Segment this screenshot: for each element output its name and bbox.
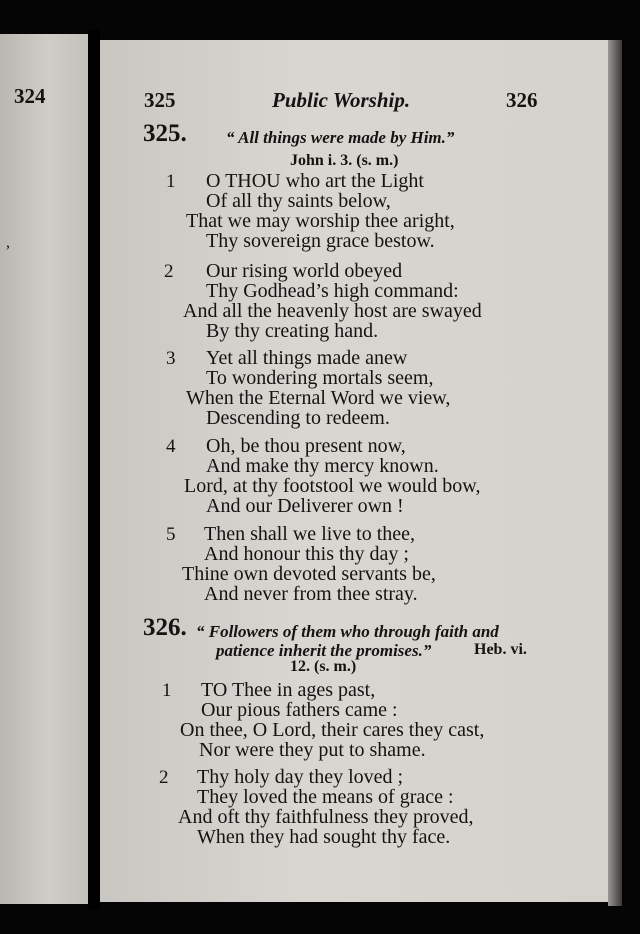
hymn-subtitle: patience inherit the promises.”: [216, 641, 432, 660]
verse-line: And oft thy faithfulness they proved,: [178, 806, 474, 828]
verse-line: Our rising world obeyed: [206, 260, 403, 282]
verse-line: That we may worship thee aright,: [186, 210, 455, 232]
verse-line: And our Deliverer own !: [206, 495, 404, 517]
stanza-number: 2: [164, 261, 174, 282]
hymn-reference: John i. 3. (s. m.): [290, 152, 399, 169]
verse-line: Thy holy day they loved ;: [197, 766, 404, 788]
stanza-number: 4: [166, 436, 176, 457]
verse-line: TO Thee in ages past,: [201, 679, 376, 701]
left-page-mark: ,: [6, 234, 10, 251]
verse-line: And make thy mercy known.: [206, 455, 439, 477]
verse-line: Thy sovereign grace bestow.: [206, 230, 435, 252]
hymn-reference: 12. (s. m.): [290, 658, 357, 675]
hymn-number: 325.: [143, 120, 187, 147]
stanza-number: 2: [159, 767, 169, 788]
verse-line: Yet all things made anew: [206, 347, 408, 369]
verse-line: To wondering mortals seem,: [206, 367, 434, 389]
book-gutter: [88, 30, 100, 910]
verse-line: O THOU who art the Light: [206, 170, 424, 192]
stanza-number: 3: [166, 348, 176, 369]
verse-line: They loved the means of grace :: [197, 786, 454, 808]
verse-line: Thy Godhead’s high command:: [206, 280, 459, 302]
hymn-subtitle: “ Followers of them who through faith and: [196, 622, 499, 641]
verse-line: And all the heavenly host are swayed: [183, 300, 482, 322]
running-head-left-number: 325: [144, 88, 176, 112]
verse-line: By thy creating hand.: [206, 320, 379, 342]
verse-line: Lord, at thy footstool we would bow,: [184, 475, 481, 497]
running-head-title: Public Worship.: [272, 88, 411, 112]
verse-line: Of all thy saints below,: [206, 190, 391, 212]
stanza-number: 5: [166, 524, 176, 545]
verse-line: And never from thee stray.: [204, 583, 418, 605]
stanza-number: 1: [166, 171, 176, 192]
page-edge-right: [608, 40, 622, 906]
left-page-edge: [0, 34, 88, 904]
stanza-number: 1: [162, 680, 172, 701]
verse-line: Descending to redeem.: [206, 407, 390, 429]
running-head-right-number: 326: [506, 88, 538, 112]
hymn-number: 326.: [143, 614, 187, 641]
verse-line: Our pious fathers came :: [201, 699, 398, 721]
hymn-reference: Heb. vi.: [474, 641, 527, 658]
verse-line: Nor were they put to shame.: [199, 739, 426, 761]
verse-line: When they had sought thy face.: [197, 826, 451, 848]
verse-line: Thine own devoted servants be,: [182, 563, 436, 585]
verse-line: On thee, O Lord, their cares they cast,: [180, 719, 485, 741]
hymn-subtitle: “ All things were made by Him.”: [226, 128, 455, 147]
verse-line: And honour this thy day ;: [204, 543, 409, 565]
left-page-number: 324: [14, 84, 46, 108]
verse-line: Oh, be thou present now,: [206, 435, 406, 457]
verse-line: When the Eternal Word we view,: [186, 387, 451, 409]
verse-line: Then shall we live to thee,: [204, 523, 416, 545]
